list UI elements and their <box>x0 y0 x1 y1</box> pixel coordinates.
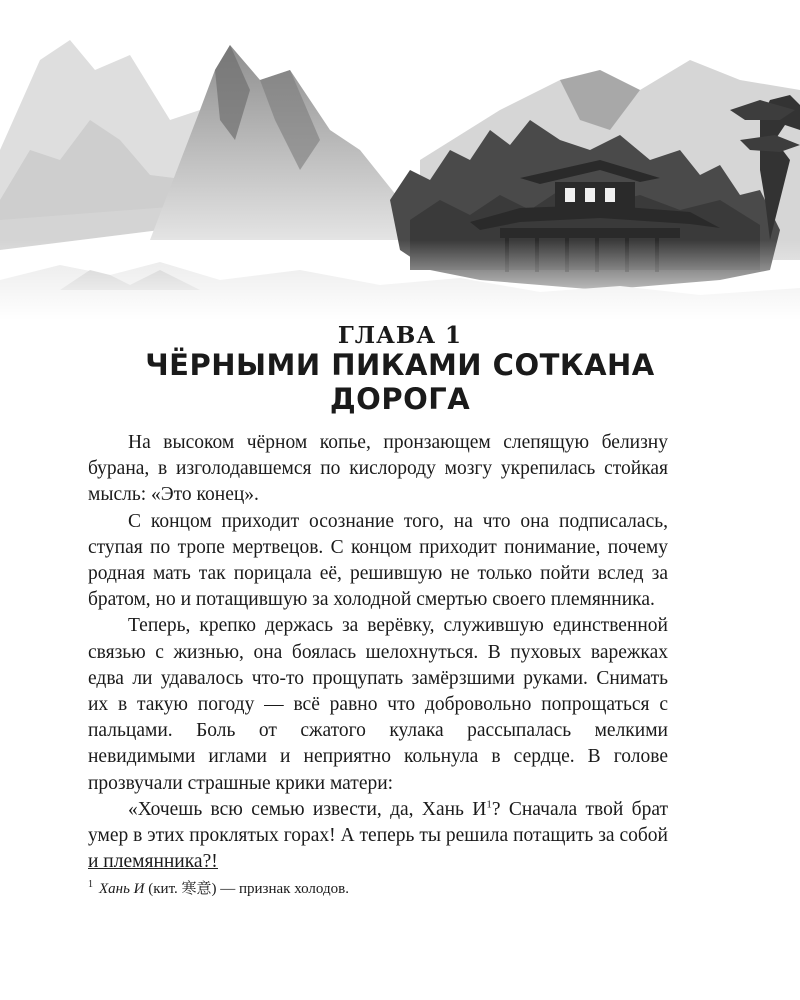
chapter-title-line: ЧЁРНЫМИ ПИКАМИ СОТКАНА <box>145 348 655 382</box>
footnote-term: Хань И <box>99 881 145 897</box>
footnote <box>88 875 668 899</box>
mountain-pagoda-illustration <box>0 0 800 320</box>
footnote-mark: 1 <box>88 879 93 890</box>
paragraph <box>88 797 668 876</box>
chapter-body <box>88 430 668 875</box>
chapter-title <box>0 348 800 416</box>
paragraph-text: «Хочешь всю семью извести, да, Хань И <box>128 798 487 820</box>
footnote-reference[interactable]: 1 <box>486 798 492 811</box>
paragraph: На высоком чёрном копье, пронзающем слепящую белизну бурана, в изголодавшемся по кислороду мозгу укрепилась стойкая мысль: «Это конец». <box>88 432 668 506</box>
chapter-number: ГЛАВА 1 <box>337 322 463 349</box>
footnote-divider <box>88 868 218 869</box>
paragraph: С концом приходит осознание того, на что она подписалась, ступая по тропе мертвецов. С концом приходит понимание, почему родная мать так порицала её, решившую не только пойти вслед за братом, но и потащившую за холодной смертью своего племянника. <box>88 510 668 611</box>
footnote-text: (кит. 寒意) — признак холодов. <box>144 881 349 897</box>
paragraph: Теперь, крепко держась за верёвку, служившую единственной связью с жизнью, она боялась шелохнуться. В пуховых варежках едва ли удавалось что-то прощупать замёрзшими руками. Снимать их в такую погоду — всё равно что добровольно попрощаться с пальцами. Боль от сжатого кулака рассыпалась мелкими невидимыми иглами и неприятно кольнула в сердце. В голове прозвучали страшные крики матери: <box>88 615 668 794</box>
chapter-title-line: ДОРОГА <box>329 382 471 416</box>
paragraph-text: ? Сначала твой брат умер в этих проклятых горах! А теперь ты решила потащить за собой и племянника?! <box>88 798 669 873</box>
